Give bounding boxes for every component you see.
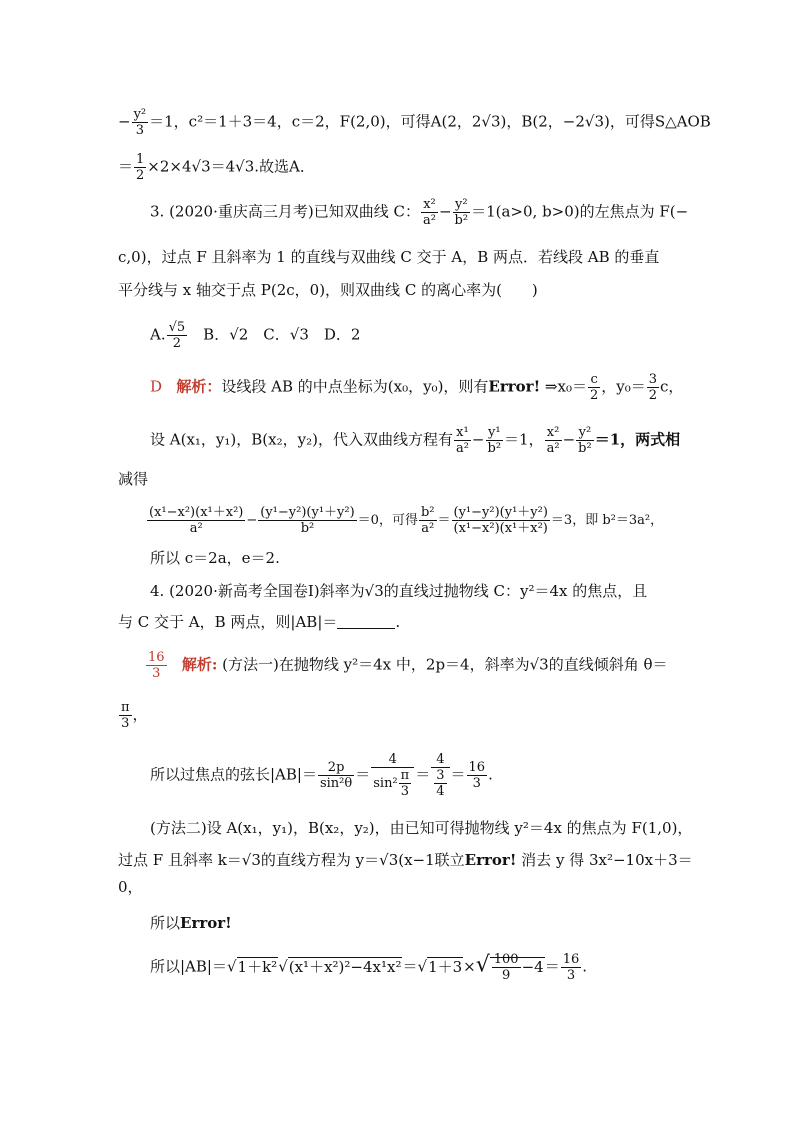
fraction xyxy=(119,700,132,731)
denominator: a² xyxy=(546,441,560,456)
denominator: a² xyxy=(421,521,435,536)
text: 3. (2020·重庆高三月考)已知双曲线 C： xyxy=(150,202,420,221)
fraction xyxy=(318,760,354,791)
denominator xyxy=(431,768,449,799)
text: ＝ xyxy=(415,765,431,784)
radicand: 1＋3 xyxy=(428,957,463,976)
text: 设 A(x₁，y₁)，B(x₂，y₂)，代入双曲线方程有 xyxy=(150,430,453,449)
fraction xyxy=(371,752,414,799)
fraction xyxy=(167,320,188,351)
denominator: sin²θ xyxy=(319,776,353,791)
numerator: √5 xyxy=(168,320,186,335)
text: 消去 y 得 3x²−10x＋3＝ xyxy=(516,851,693,869)
answer-fraction xyxy=(146,650,167,681)
q3-stem-line-3: 平分线与 x 轴交于点 P(2c，0)，则双曲线 C 的离心率为( ) xyxy=(118,281,538,299)
fraction xyxy=(132,107,149,138)
text: ×2×4√3＝4√3.故选A． xyxy=(147,157,315,176)
text: 设线段 AB 的中点坐标为(x₀，y₀)，则有 xyxy=(221,377,489,396)
text: sin² xyxy=(373,776,398,791)
text: − xyxy=(118,112,131,131)
solution-line-2 xyxy=(118,152,315,183)
q4-solution-line-8 xyxy=(150,952,587,983)
fraction xyxy=(454,425,471,456)
text: ＝1， xyxy=(504,430,544,449)
sqrt-icon: √ xyxy=(417,957,428,976)
denominator: b² xyxy=(454,213,469,228)
q4-solution-line-6: 0， xyxy=(118,878,143,896)
fraction xyxy=(453,197,471,228)
denominator: (x¹−x²)(x¹＋x²) xyxy=(453,521,548,536)
denominator: 3 xyxy=(472,776,481,791)
text: ＝ xyxy=(355,765,371,784)
text: . xyxy=(488,765,493,784)
numerator: π xyxy=(400,768,410,783)
text: 所以|AB|＝ xyxy=(150,957,227,976)
numerator: 4 xyxy=(371,752,414,768)
fraction xyxy=(399,768,412,799)
q3-options xyxy=(150,320,360,351)
numerator: y² xyxy=(576,425,594,441)
numerator: 3 xyxy=(648,372,658,387)
solution-line-1 xyxy=(118,107,711,138)
text: 所以过焦点的弦长|AB|＝ xyxy=(150,765,317,784)
fraction xyxy=(421,197,438,228)
denominator: a² xyxy=(455,441,469,456)
q3-answer-line-2 xyxy=(150,425,680,456)
answer-blank xyxy=(337,614,395,629)
text: ＝ xyxy=(402,957,418,976)
text: ⇒x₀＝ xyxy=(540,377,587,396)
fraction xyxy=(452,505,550,536)
numerator: c xyxy=(588,372,600,388)
denominator: a² xyxy=(422,213,436,228)
denominator: a² xyxy=(189,521,203,536)
text: ＝1(a>0, b>0)的左焦点为 F(− xyxy=(471,202,689,221)
text: ，y₀＝ xyxy=(601,377,646,396)
error-text: Error! xyxy=(464,851,517,869)
text: . xyxy=(395,613,401,631)
q3-stem-line-1 xyxy=(150,197,688,228)
fraction xyxy=(147,505,245,536)
denominator: 3 xyxy=(121,716,130,731)
denominator: b² xyxy=(487,441,502,456)
text: 与 C 交于 A，B 两点，则|AB|＝ xyxy=(118,613,338,631)
numerator: 100 xyxy=(493,952,519,967)
q4-solution-line-3 xyxy=(150,752,493,799)
numerator: 3 xyxy=(436,768,445,783)
numerator: 16 xyxy=(148,650,165,665)
analysis-label: 解析： xyxy=(176,377,222,396)
q4-solution-line-2 xyxy=(118,700,148,731)
options-rest: B．√2 C．√3 D．2 xyxy=(188,325,361,344)
answer-label: D xyxy=(150,377,163,396)
denominator xyxy=(371,768,414,799)
text: ＝1，c²＝1＋3＝4，c＝2，F(2,0)，可得A(2，2√3)，B(2，−2√3)，可得S△AOB xyxy=(149,112,711,131)
denominator: 3 xyxy=(400,784,410,799)
denominator: 4 xyxy=(436,784,445,799)
q4-solution-line-4: (方法二)设 A(x₁，y₁)，B(x₂，y₂)，由已知可得抛物线 y²＝4x 的焦点为 F(1,0)， xyxy=(150,819,693,837)
text: − xyxy=(471,430,485,449)
numerator: (y¹−y²)(y¹＋y²) xyxy=(260,505,355,520)
denominator: 2 xyxy=(172,336,182,351)
text: c， xyxy=(660,377,684,396)
text: ， xyxy=(132,705,148,724)
fraction xyxy=(431,752,449,799)
fraction xyxy=(467,760,488,791)
text: − xyxy=(246,513,258,528)
text: . xyxy=(582,957,588,976)
text: ＝3，即 b²＝3a²， xyxy=(550,513,664,528)
fraction xyxy=(258,505,356,536)
radicand xyxy=(490,952,545,983)
fraction xyxy=(545,425,562,456)
fraction xyxy=(588,372,600,403)
q3-answer-line-1 xyxy=(150,372,683,403)
text: 过点 F 且斜率 k＝√3的直线方程为 y＝√3(x−1联立 xyxy=(118,851,465,869)
numerator: π xyxy=(121,700,130,715)
denominator: 2 xyxy=(589,388,599,403)
fraction xyxy=(434,768,446,799)
fraction xyxy=(492,952,521,983)
sqrt-icon: √ xyxy=(475,952,490,978)
text: (方法一)在抛物线 y²＝4x 中，2p＝4，斜率为√3的直线倾斜角 θ＝ xyxy=(217,655,668,674)
text: × xyxy=(463,957,476,976)
denominator: b² xyxy=(300,521,315,536)
text: ＝1，两式相 xyxy=(594,430,681,449)
text: −4 xyxy=(521,957,544,976)
q4-solution-line-7 xyxy=(150,913,232,933)
denominator: b² xyxy=(578,441,592,456)
denominator: 9 xyxy=(502,968,511,983)
numerator: b² xyxy=(420,505,435,520)
numerator: y² xyxy=(453,197,471,213)
denominator: 3 xyxy=(566,968,576,983)
text: ＝0，可得 xyxy=(357,513,418,528)
text: − xyxy=(562,430,576,449)
numerator: 16 xyxy=(562,952,580,967)
numerator: 16 xyxy=(468,760,486,775)
text: − xyxy=(438,202,452,221)
q4-stem-line-1: 4. (2020·新高考全国卷Ⅰ)斜率为√3的直线过抛物线 C：y²＝4x 的焦点，且 xyxy=(150,582,648,600)
text: ＝ xyxy=(437,513,451,528)
option-a-label: A. xyxy=(150,325,166,344)
numerator: y² xyxy=(133,107,147,122)
text: ＝ xyxy=(450,765,466,784)
numerator: x² xyxy=(421,197,438,213)
q3-answer-line-4 xyxy=(146,505,663,536)
fraction xyxy=(134,152,146,183)
q3-answer-line-3: 减得 xyxy=(118,470,149,488)
text: 所以 xyxy=(150,914,181,932)
fraction xyxy=(561,952,582,983)
analysis-label: 解析: xyxy=(181,655,218,674)
numerator: (x¹−x²)(x¹＋x²) xyxy=(149,505,244,520)
q4-solution-line-1 xyxy=(145,650,668,681)
radicand: 1＋k² xyxy=(237,957,278,976)
denominator: 3 xyxy=(152,666,161,681)
q3-answer-line-5: 所以 c＝2a，e＝2. xyxy=(150,549,280,567)
numerator: 4 xyxy=(431,752,449,768)
sqrt-icon: √ xyxy=(226,957,237,976)
fraction xyxy=(486,425,504,456)
denominator: 3 xyxy=(135,123,144,138)
numerator: x² xyxy=(545,425,562,441)
fraction xyxy=(647,372,659,403)
denominator: 2 xyxy=(648,388,658,403)
radicand: (x¹＋x²)²−4x¹x² xyxy=(288,957,402,976)
numerator: 1 xyxy=(136,152,145,167)
q3-stem-line-2: c,0)，过点 F 且斜率为 1 的直线与双曲线 C 交于 A，B 两点．若线段 AB 的垂直 xyxy=(118,248,660,266)
numerator: x¹ xyxy=(454,425,471,441)
error-text: Error! xyxy=(488,377,541,396)
text: ＝ xyxy=(118,157,134,176)
numerator: (y¹−y²)(y¹＋y²) xyxy=(453,505,548,520)
numerator: 2p xyxy=(318,760,354,776)
denominator: 2 xyxy=(136,168,145,183)
sqrt-icon: √ xyxy=(278,957,288,976)
numerator: y¹ xyxy=(486,425,504,441)
q4-solution-line-5 xyxy=(118,850,693,870)
text: ＝ xyxy=(544,957,560,976)
error-text: Error! xyxy=(180,914,232,932)
q4-stem-line-2 xyxy=(118,612,400,632)
fraction xyxy=(419,505,437,536)
fraction xyxy=(576,425,594,456)
